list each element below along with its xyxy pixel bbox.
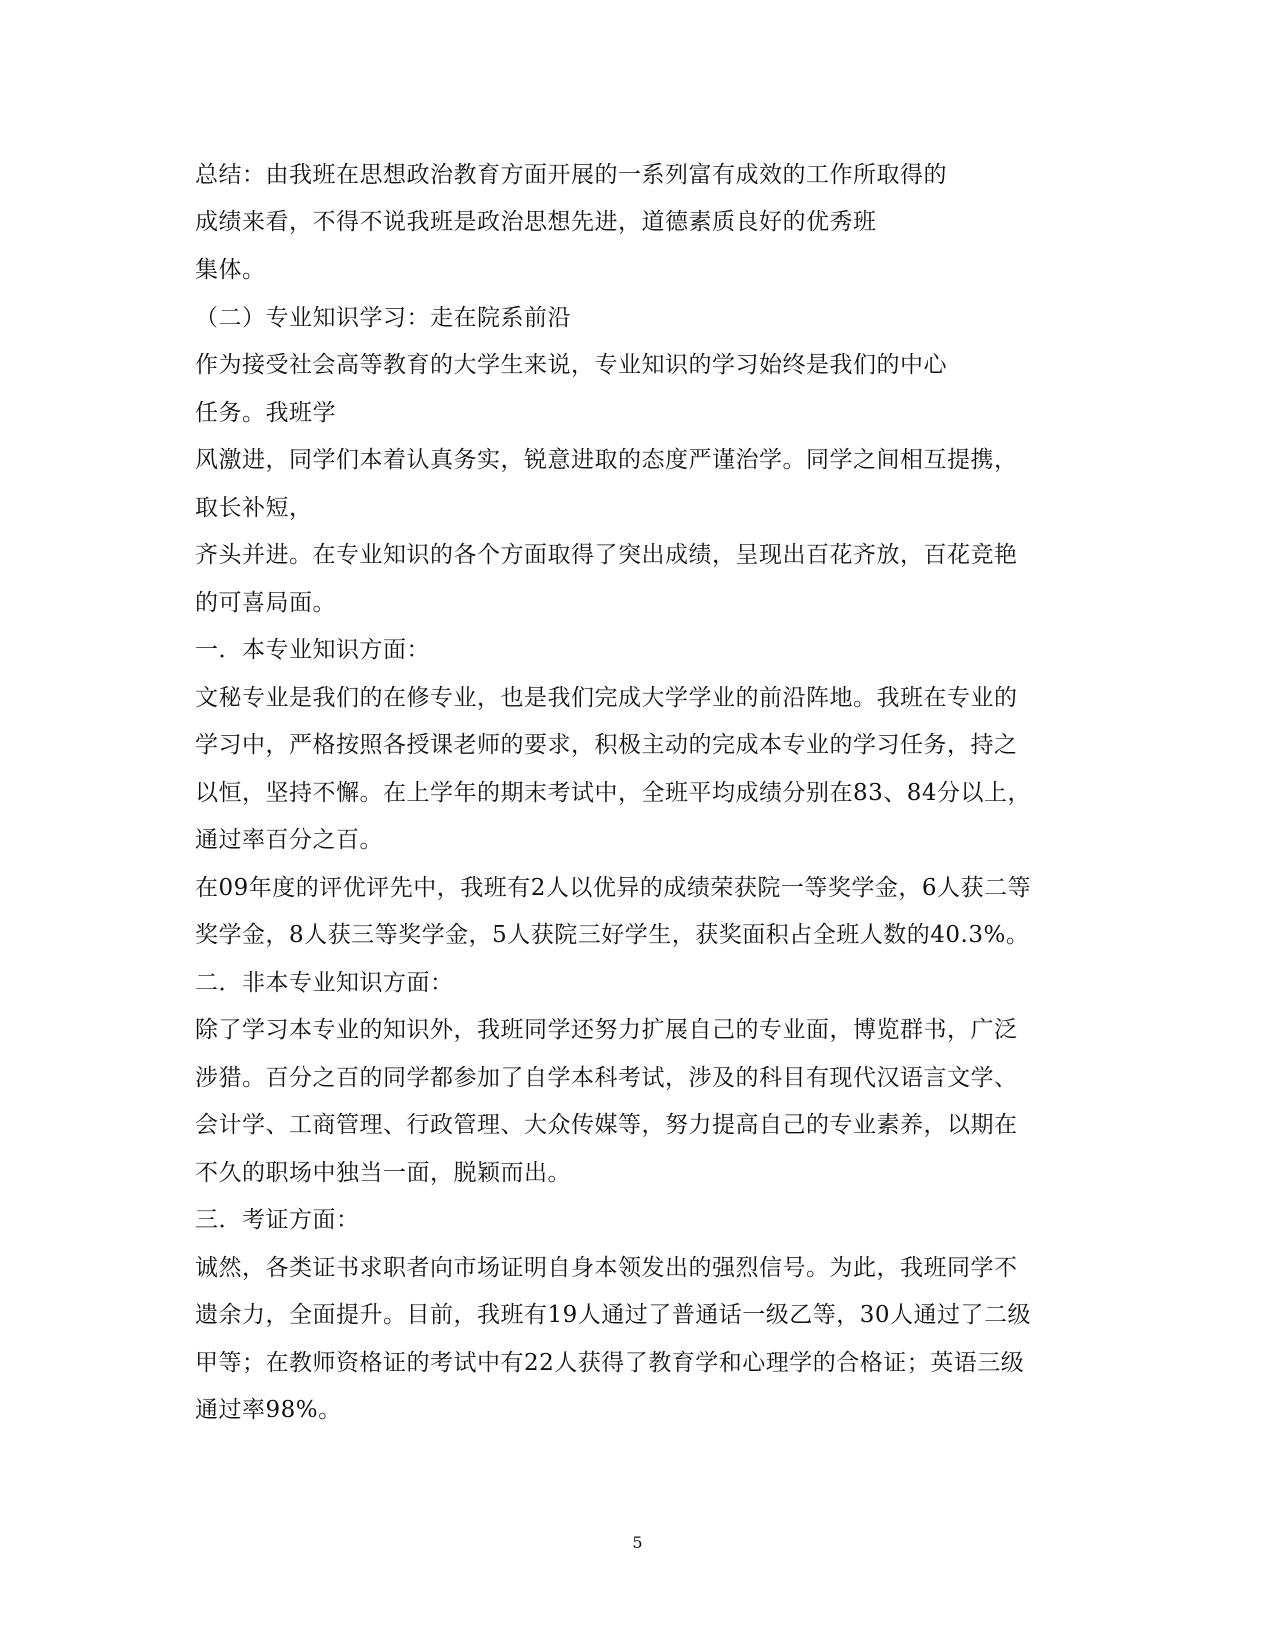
- text-line: 在09年度的评优评先中，我班有2人以优异的成绩荣获院一等奖学金，6人获二等: [195, 875, 1032, 901]
- text-line: 任务。我班学: [195, 400, 336, 426]
- text-line: 甲等；在教师资格证的考试中有22人获得了教育学和心理学的合格证；英语三级: [195, 1350, 1025, 1376]
- text-line: 以恒，坚持不懈。在上学年的期末考试中，全班平均成绩分别在83、84分以上，: [195, 780, 1032, 806]
- text-line: 总结：由我班在思想政治教育方面开展的一系列富有成效的工作所取得的: [195, 162, 947, 188]
- text-line: 除了学习本专业的知识外，我班同学还努力扩展自己的专业面，博览群书，广泛: [195, 1017, 1018, 1043]
- text-line: 作为接受社会高等教育的大学生来说，专业知识的学习始终是我们的中心: [195, 352, 947, 378]
- text-line: 集体。: [195, 257, 266, 283]
- page-number: 5: [632, 1533, 643, 1552]
- text-line: 遗余力，全面提升。目前，我班有19人通过了普通话一级乙等，30人通过了二级: [195, 1302, 1032, 1328]
- text-line: 文秘专业是我们的在修专业，也是我们完成大学学业的前沿阵地。我班在专业的: [195, 685, 1018, 711]
- text-line: 学习中，严格按照各授课老师的要求，积极主动的完成本专业的学习任务，持之: [195, 732, 1018, 758]
- text-line: 齐头并进。在专业知识的各个方面取得了突出成绩，呈现出百花齐放，百花竞艳: [195, 542, 1018, 568]
- text-line: 风激进，同学们本着认真务实，锐意进取的态度严谨治学。同学之间相互提携，: [195, 447, 1018, 473]
- text-line: 诚然，各类证书求职者向市场证明自身本领发出的强烈信号。为此，我班同学不: [195, 1255, 1018, 1281]
- text-line: 会计学、工商管理、行政管理、大众传媒等，努力提高自己的专业素养，以期在: [195, 1112, 1018, 1138]
- text-line: 通过率98%。: [195, 1397, 342, 1423]
- text-line: 的可喜局面。: [195, 590, 336, 616]
- text-line: 通过率百分之百。: [195, 827, 383, 853]
- text-line: 不久的职场中独当一面，脱颖而出。: [195, 1160, 571, 1186]
- section-heading: （二）专业知识学习：走在院系前沿: [195, 305, 571, 331]
- subsection-heading: 一．本专业知识方面：: [195, 637, 430, 663]
- text-line: 涉猎。百分之百的同学都参加了自学本科考试，涉及的科目有现代汉语言文学、: [195, 1065, 1018, 1091]
- text-line: 取长补短，: [195, 495, 313, 521]
- subsection-heading: 二．非本专业知识方面：: [195, 970, 454, 996]
- subsection-heading: 三．考证方面：: [195, 1207, 360, 1233]
- text-line: 奖学金，8人获三等奖学金，5人获院三好学生，获奖面积占全班人数的40.3%。: [195, 922, 1030, 948]
- text-line: 成绩来看，不得不说我班是政治思想先进，道德素质良好的优秀班: [195, 209, 877, 235]
